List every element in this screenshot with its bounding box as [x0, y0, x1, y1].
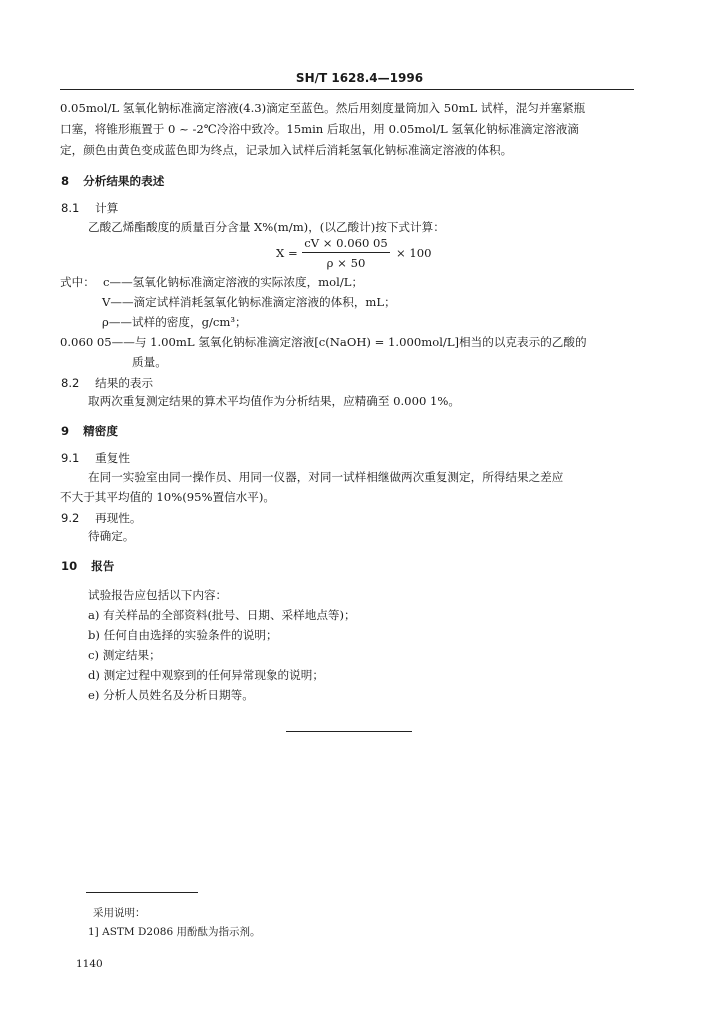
section-9-1-number: 9.1 [61, 451, 80, 465]
page-header: SH/T 1628.4—1996 [295, 71, 424, 85]
report-item-b: b) 任何自由选择的实验条件的说明； [88, 628, 278, 642]
section-9-2-number: 9.2 [61, 511, 80, 525]
footnote-title: 采用说明： [93, 907, 146, 919]
report-item-d: d) 测定过程中观察到的任何异常现象的说明； [88, 668, 324, 682]
formula-fraction-bar [302, 252, 390, 253]
formula-lhs: X = [276, 246, 298, 260]
section-9-2-title: 再现性。 [95, 511, 142, 525]
report-item-e: e) 分析人员姓名及分析日期等。 [88, 688, 254, 702]
section-8-1-text: 乙酸乙烯酯酸度的质量百分含量 X%(m/m)，(以乙酸计)按下式计算： [88, 220, 445, 234]
report-item-a: a) 有关样品的全部资料(批号、日期、采样地点等)； [88, 608, 356, 622]
section-9-2-text: 待确定。 [88, 529, 135, 543]
section-9-heading [61, 423, 118, 439]
where-rho: ρ——试样的密度，g/cm³； [102, 315, 247, 329]
section-8-2-text: 取两次重复测定结果的算术平均值作为分析结果，应精确至 0.000 1%。 [88, 394, 460, 408]
footnote-rule [86, 892, 198, 893]
section-10-heading [61, 558, 114, 574]
section-9-1-line-2: 不大于其平均值的 10%(95%置信水平)。 [60, 490, 275, 504]
where-constant-line-2: 质量。 [132, 355, 167, 369]
where-constant-line-1: 0.060 05——与 1.00mL 氢氧化钠标准滴定溶液[c(NaOH) = 1.000mol/L]相当的以克表示的乙酸的 [60, 335, 587, 349]
section-8-heading [61, 173, 164, 189]
report-item-c: c) 测定结果； [88, 648, 161, 662]
section-8-1-heading [61, 200, 118, 216]
section-8-1-title: 计算 [95, 201, 119, 215]
paragraph-line-1: 0.05mol/L 氢氧化钠标准滴定溶液(4.3)滴定至蓝色。然后用刻度量筒加入 50mL 试样，混匀并塞紧瓶 [60, 101, 586, 115]
section-10-title: 报告 [91, 559, 115, 573]
header-rule [60, 89, 634, 90]
where-lead: 式中： [60, 275, 95, 289]
section-9-1-heading [61, 450, 130, 466]
section-8-number: 8 [61, 174, 70, 188]
section-8-2-number: 8.2 [61, 376, 80, 390]
section-9-title: 精密度 [83, 424, 118, 438]
section-9-1-title: 重复性 [95, 451, 130, 465]
end-of-text-rule [286, 731, 412, 732]
section-9-1-line-1: 在同一实验室由同一操作员、用同一仪器，对同一试样相继做两次重复测定，所得结果之差应 [88, 470, 564, 484]
section-8-2-heading [61, 375, 153, 391]
section-9-number: 9 [61, 424, 70, 438]
section-8-2-title: 结果的表示 [95, 376, 154, 390]
page-number: 1140 [76, 958, 103, 970]
where-v: V——滴定试样消耗氢氧化钠标准滴定溶液的体积，mL； [102, 295, 396, 309]
paragraph-line-3: 定，颜色由黄色变成蓝色即为终点，记录加入试样后消耗氢氧化钠标准滴定溶液的体积。 [60, 143, 513, 157]
paragraph-line-2: 口塞，将锥形瓶置于 0 ~ -2℃冷浴中致冷。15min 后取出，用 0.05mol/L 氢氧化钠标准滴定溶液滴 [60, 122, 579, 136]
section-10-intro: 试验报告应包括以下内容： [88, 588, 228, 602]
where-c: c——氢氧化钠标准滴定溶液的实际浓度，mol/L； [103, 275, 364, 289]
footnote-text: 1] ASTM D2086 用酚酞为指示剂。 [88, 926, 261, 938]
section-8-title: 分析结果的表述 [83, 174, 165, 188]
section-10-number: 10 [61, 559, 78, 573]
formula-numerator: cV × 0.060 05 [304, 236, 388, 250]
formula-denominator: ρ × 50 [326, 256, 366, 270]
section-9-2-heading [61, 510, 142, 526]
section-8-1-number: 8.1 [61, 201, 80, 215]
formula-tail: × 100 [396, 246, 432, 260]
